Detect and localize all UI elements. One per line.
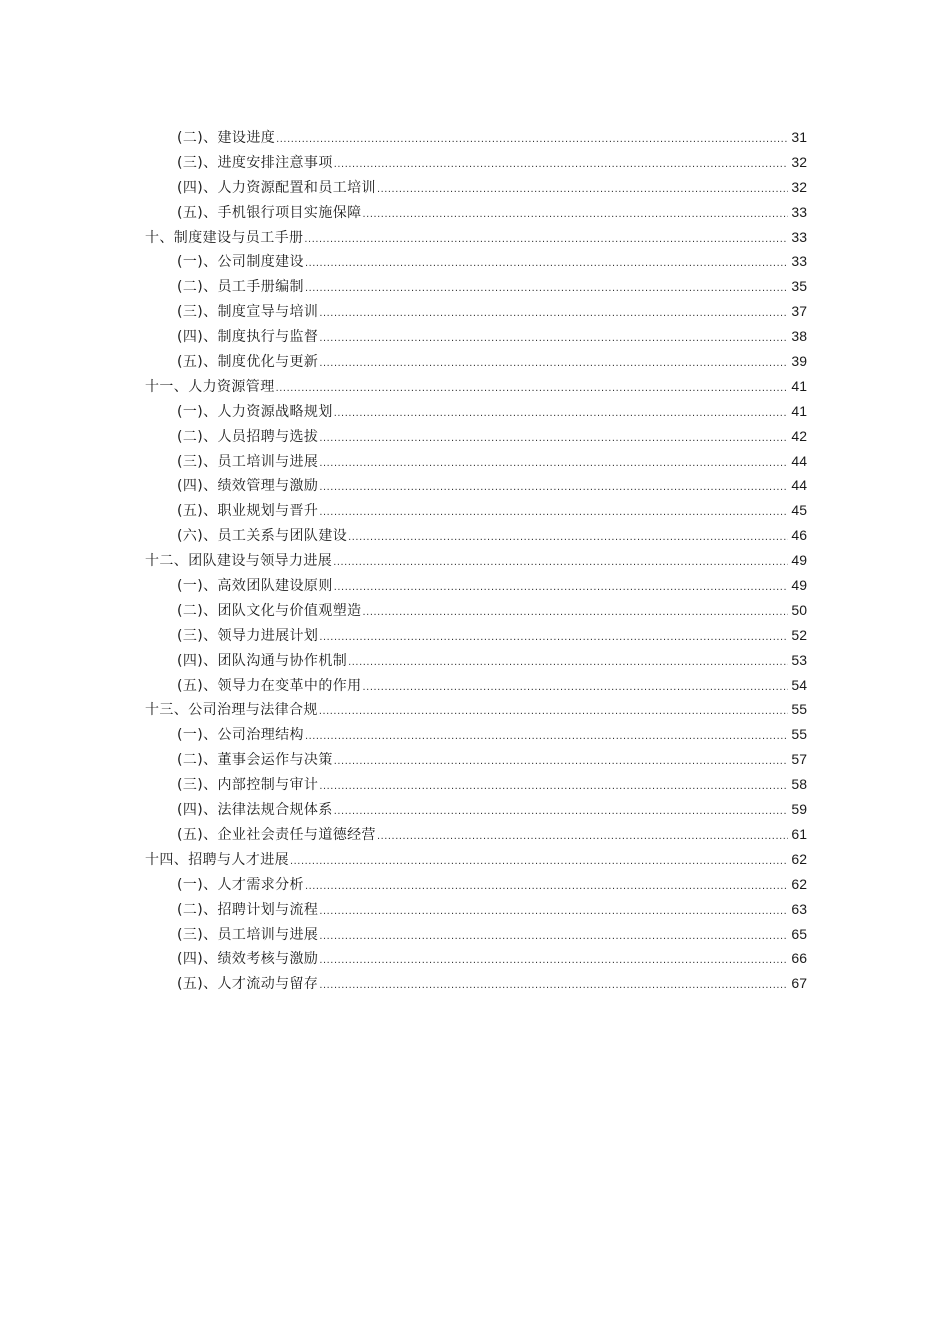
toc-entry-title: (一)、人才需求分析 <box>177 876 304 893</box>
toc-entry-page-number: 67 <box>791 975 807 992</box>
toc-section-entry[interactable] <box>145 299 807 324</box>
toc-entry-page-number: 32 <box>791 178 807 195</box>
toc-dot-leader <box>276 376 788 399</box>
toc-entry-page-number: 57 <box>791 751 807 768</box>
toc-dot-leader <box>319 475 788 498</box>
toc-entry-title: (二)、团队文化与价值观塑造 <box>177 602 362 619</box>
toc-dot-leader <box>290 849 788 872</box>
toc-section-entry[interactable] <box>145 498 807 523</box>
toc-entry-page-number: 41 <box>791 377 807 394</box>
toc-section-entry[interactable] <box>145 349 807 374</box>
toc-dot-leader <box>319 500 788 523</box>
toc-dot-leader <box>305 724 788 747</box>
toc-entry-title: 十四、招聘与人才进展 <box>145 851 289 868</box>
toc-section-entry[interactable] <box>145 200 807 225</box>
toc-section-entry[interactable] <box>145 175 807 200</box>
toc-dot-leader <box>319 301 788 324</box>
toc-dot-leader <box>319 899 788 922</box>
toc-entry-page-number: 32 <box>791 153 807 170</box>
toc-dot-leader <box>319 625 788 648</box>
toc-dot-leader <box>334 575 788 598</box>
toc-entry-page-number: 33 <box>791 253 807 270</box>
toc-section-entry[interactable] <box>145 772 807 797</box>
toc-dot-leader <box>334 401 788 424</box>
toc-dot-leader <box>319 351 788 374</box>
toc-entry-title: (一)、公司制度建设 <box>177 254 304 271</box>
toc-entry-page-number: 46 <box>791 527 807 544</box>
toc-section-entry[interactable] <box>145 822 807 847</box>
toc-entry-title: (二)、员工手册编制 <box>177 279 304 296</box>
toc-entry-page-number: 53 <box>791 651 807 668</box>
toc-entry-title: (一)、高效团队建设原则 <box>177 578 333 595</box>
toc-entry-title: (二)、招聘计划与流程 <box>177 901 319 918</box>
toc-entry-title: (三)、员工培训与进展 <box>177 926 319 943</box>
toc-dot-leader <box>319 426 788 449</box>
toc-entry-page-number: 65 <box>791 925 807 942</box>
toc-entry-title: 十二、团队建设与领导力进展 <box>145 553 333 570</box>
toc-chapter-entry[interactable] <box>145 374 807 399</box>
toc-entry-title: (四)、制度执行与监督 <box>177 329 319 346</box>
toc-section-entry[interactable] <box>145 249 807 274</box>
toc-entry-page-number: 52 <box>791 626 807 643</box>
toc-section-entry[interactable] <box>145 922 807 947</box>
toc-entry-page-number: 31 <box>791 129 807 145</box>
toc-entry-title: 十三、公司治理与法律合规 <box>145 702 318 719</box>
toc-dot-leader <box>319 451 788 474</box>
toc-chapter-entry[interactable] <box>145 548 807 573</box>
toc-dot-leader <box>276 127 788 150</box>
toc-dot-leader <box>377 824 788 847</box>
toc-entry-title: (五)、人才流动与留存 <box>177 976 319 993</box>
toc-entry-title: (五)、职业规划与晋升 <box>177 503 319 520</box>
toc-entry-title: (三)、进度安排注意事项 <box>177 154 333 171</box>
toc-section-entry[interactable] <box>145 623 807 648</box>
toc-dot-leader <box>348 650 788 673</box>
toc-section-entry[interactable] <box>145 274 807 299</box>
toc-dot-leader <box>319 948 788 971</box>
toc-entry-title: (二)、建设进度 <box>177 130 276 146</box>
toc-dot-leader <box>319 326 788 349</box>
toc-entry-title: 十、制度建设与员工手册 <box>145 229 304 246</box>
toc-dot-leader <box>319 924 788 947</box>
toc-entry-title: (五)、领导力在变革中的作用 <box>177 677 362 694</box>
toc-section-entry[interactable] <box>145 747 807 772</box>
toc-section-entry[interactable] <box>145 473 807 498</box>
toc-section-entry[interactable] <box>145 449 807 474</box>
toc-entry-page-number: 42 <box>791 427 807 444</box>
toc-entry-title: (三)、制度宣导与培训 <box>177 304 319 321</box>
toc-dot-leader <box>363 600 788 623</box>
toc-section-entry[interactable] <box>145 797 807 822</box>
toc-chapter-entry[interactable] <box>145 697 807 722</box>
toc-dot-leader <box>334 152 788 175</box>
toc-section-entry[interactable] <box>145 150 807 175</box>
toc-section-entry[interactable] <box>145 872 807 897</box>
toc-entry-title: (一)、公司治理结构 <box>177 727 304 744</box>
toc-entry-title: 十一、人力资源管理 <box>145 378 275 395</box>
toc-dot-leader <box>334 799 788 822</box>
toc-dot-leader <box>305 251 788 274</box>
toc-entry-title: (四)、绩效管理与激励 <box>177 478 319 495</box>
toc-entry-title: (五)、手机银行项目实施保障 <box>177 204 362 221</box>
toc-entry-title: (四)、团队沟通与协作机制 <box>177 652 348 669</box>
toc-entry-title: (五)、制度优化与更新 <box>177 354 319 371</box>
toc-entry-page-number: 35 <box>791 278 807 295</box>
toc-entry-page-number: 62 <box>791 850 807 867</box>
toc-entry-title: (五)、企业社会责任与道德经营 <box>177 826 376 843</box>
toc-entry-page-number: 33 <box>791 228 807 245</box>
toc-entry-page-number: 49 <box>791 552 807 569</box>
toc-section-entry[interactable] <box>145 598 807 623</box>
toc-dot-leader <box>377 177 788 200</box>
toc-entry-title: (四)、人力资源配置和员工培训 <box>177 179 376 196</box>
toc-dot-leader <box>363 202 788 225</box>
toc-dot-leader <box>319 774 788 797</box>
toc-entry-title: (四)、绩效考核与激励 <box>177 951 319 968</box>
toc-entry-page-number: 59 <box>791 801 807 818</box>
toc-section-entry[interactable] <box>145 673 807 698</box>
toc-entry-title: (二)、董事会运作与决策 <box>177 752 333 769</box>
toc-entry-page-number: 41 <box>791 402 807 419</box>
toc-section-entry[interactable] <box>145 399 807 424</box>
toc-section-entry[interactable] <box>145 573 807 598</box>
toc-section-entry[interactable] <box>145 971 807 996</box>
toc-entry-page-number: 44 <box>791 452 807 469</box>
toc-section-entry[interactable] <box>145 897 807 922</box>
toc-chapter-entry[interactable] <box>145 847 807 872</box>
toc-entry-page-number: 44 <box>791 477 807 494</box>
toc-section-entry[interactable] <box>145 523 807 548</box>
toc-entry-title: (三)、领导力进展计划 <box>177 627 319 644</box>
toc-entry-title: (四)、法律法规合规体系 <box>177 802 333 819</box>
toc-entry-page-number: 61 <box>791 825 807 842</box>
toc-dot-leader <box>319 699 788 722</box>
toc-dot-leader <box>363 675 788 698</box>
toc-entry-page-number: 55 <box>791 726 807 743</box>
toc-entry-page-number: 55 <box>791 701 807 718</box>
toc-entry-page-number: 45 <box>791 502 807 519</box>
toc-dot-leader <box>305 874 788 897</box>
table-of-contents <box>145 125 807 996</box>
toc-entry-page-number: 49 <box>791 577 807 594</box>
toc-section-entry[interactable] <box>145 125 807 150</box>
toc-entry-page-number: 38 <box>791 328 807 345</box>
toc-dot-leader <box>304 227 788 250</box>
toc-entry-page-number: 50 <box>791 601 807 618</box>
toc-entry-title: (一)、人力资源战略规划 <box>177 403 333 420</box>
toc-entry-title: (二)、人员招聘与选拔 <box>177 428 319 445</box>
toc-dot-leader <box>348 525 788 548</box>
toc-dot-leader <box>334 749 788 772</box>
toc-entry-page-number: 37 <box>791 303 807 320</box>
toc-dot-leader <box>305 276 788 299</box>
toc-entry-title: (六)、员工关系与团队建设 <box>177 528 348 545</box>
toc-dot-leader <box>333 550 788 573</box>
toc-entry-page-number: 63 <box>791 900 807 917</box>
toc-chapter-entry[interactable] <box>145 225 807 250</box>
toc-section-entry[interactable] <box>145 722 807 747</box>
toc-entry-title: (三)、员工培训与进展 <box>177 453 319 470</box>
toc-section-entry[interactable] <box>145 648 807 673</box>
toc-dot-leader <box>319 973 788 996</box>
toc-section-entry[interactable] <box>145 324 807 349</box>
toc-entry-page-number: 54 <box>791 676 807 693</box>
toc-section-entry[interactable] <box>145 946 807 971</box>
toc-entry-page-number: 62 <box>791 875 807 892</box>
toc-entry-page-number: 66 <box>791 950 807 967</box>
toc-entry-page-number: 58 <box>791 776 807 793</box>
toc-entry-page-number: 39 <box>791 353 807 370</box>
toc-entry-title: (三)、内部控制与审计 <box>177 777 319 794</box>
toc-entry-page-number: 33 <box>791 203 807 220</box>
toc-section-entry[interactable] <box>145 424 807 449</box>
